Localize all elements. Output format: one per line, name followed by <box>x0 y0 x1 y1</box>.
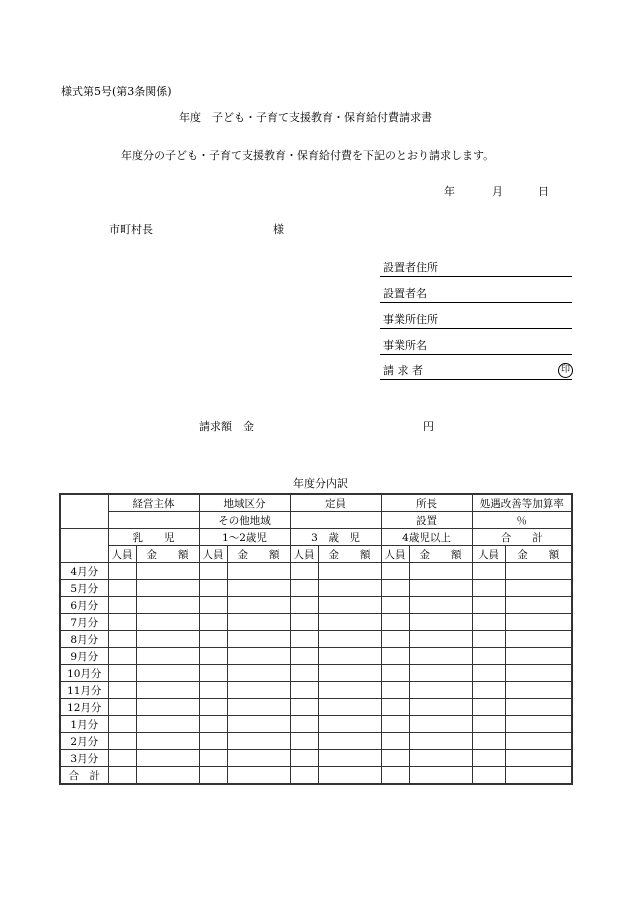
month-rows <box>60 563 572 767</box>
age-group-1-2: 1～2歳児 <box>199 529 290 546</box>
date-year: 年 <box>444 185 455 198</box>
value-improvement-rate[interactable]: ％ <box>472 512 572 529</box>
table-row <box>60 665 572 682</box>
count-cell[interactable] <box>108 563 136 580</box>
amount-cell[interactable] <box>136 631 199 648</box>
seal-mark-icon: 印 <box>558 363 573 378</box>
total-row <box>60 767 572 785</box>
total-cell[interactable] <box>409 767 472 785</box>
month-label: 9月分 <box>60 648 108 665</box>
month-label: 4月分 <box>60 563 108 580</box>
amount-cell[interactable] <box>318 614 381 631</box>
count-cell[interactable] <box>472 665 505 682</box>
header-improvement-rate: 処遇改善等加算率 <box>472 494 572 512</box>
amount-cell[interactable] <box>227 682 290 699</box>
month-label: 2月分 <box>60 733 108 750</box>
count-cell[interactable] <box>108 614 136 631</box>
count-cell[interactable] <box>108 733 136 750</box>
count-cell[interactable] <box>199 631 227 648</box>
count-cell[interactable] <box>381 750 409 767</box>
header-capacity: 定員 <box>290 494 381 512</box>
field-label-office-address: 事業所住所 <box>383 313 438 326</box>
sub-header-count: 人員 <box>108 546 136 563</box>
total-cell[interactable] <box>505 767 572 785</box>
amount-cell[interactable] <box>318 750 381 767</box>
amount-cell[interactable] <box>227 597 290 614</box>
table-row <box>60 597 572 614</box>
table-row <box>60 563 572 580</box>
month-label: 7月分 <box>60 614 108 631</box>
amount-cell[interactable] <box>505 750 572 767</box>
total-cell[interactable] <box>381 767 409 785</box>
count-cell[interactable] <box>290 614 318 631</box>
amount-cell[interactable] <box>318 682 381 699</box>
field-line-office-address[interactable] <box>380 328 572 329</box>
sub-header-row <box>60 546 572 563</box>
amount-cell[interactable] <box>136 614 199 631</box>
table-row <box>60 716 572 733</box>
count-cell[interactable] <box>290 699 318 716</box>
date-month: 月 <box>492 185 503 198</box>
amount-cell[interactable] <box>409 563 472 580</box>
age-group-infant: 乳 児 <box>108 529 199 546</box>
count-cell[interactable] <box>290 563 318 580</box>
corner-cell-2 <box>60 529 108 563</box>
count-cell[interactable] <box>472 682 505 699</box>
age-group-3: 3 歳 児 <box>290 529 381 546</box>
table-row <box>60 682 572 699</box>
amount-cell[interactable] <box>318 716 381 733</box>
info-value-row <box>60 512 572 529</box>
count-cell[interactable] <box>381 716 409 733</box>
table-row <box>60 733 572 750</box>
table-row <box>60 750 572 767</box>
month-label: 11月分 <box>60 682 108 699</box>
value-management[interactable] <box>108 512 199 529</box>
count-cell[interactable] <box>472 614 505 631</box>
sub-header-amount: 金 額 <box>318 546 381 563</box>
count-cell[interactable] <box>472 716 505 733</box>
table-row <box>60 580 572 597</box>
sub-header-count: 人員 <box>472 546 505 563</box>
count-cell[interactable] <box>108 699 136 716</box>
amount-cell[interactable] <box>409 699 472 716</box>
addressee-name: 市町村長 <box>109 223 153 236</box>
month-label: 6月分 <box>60 597 108 614</box>
info-header-row <box>60 494 572 512</box>
age-group-row <box>60 529 572 546</box>
total-label: 合 計 <box>60 767 108 785</box>
count-cell[interactable] <box>290 682 318 699</box>
amount-cell[interactable] <box>136 733 199 750</box>
count-cell[interactable] <box>381 665 409 682</box>
amount-cell[interactable] <box>227 716 290 733</box>
breakdown-table <box>59 493 573 785</box>
amount-cell[interactable] <box>318 597 381 614</box>
field-label-owner-address: 設置者住所 <box>383 261 438 274</box>
count-cell[interactable] <box>381 597 409 614</box>
month-label: 12月分 <box>60 699 108 716</box>
count-cell[interactable] <box>199 733 227 750</box>
amount-cell[interactable] <box>409 597 472 614</box>
header-director: 所長 <box>381 494 472 512</box>
month-label: 8月分 <box>60 631 108 648</box>
total-cell[interactable] <box>227 767 290 785</box>
amount-cell[interactable] <box>505 733 572 750</box>
count-cell[interactable] <box>108 750 136 767</box>
count-cell[interactable] <box>108 631 136 648</box>
count-cell[interactable] <box>472 597 505 614</box>
field-line-owner-address[interactable] <box>380 276 572 277</box>
total-cell[interactable] <box>136 767 199 785</box>
table-row <box>60 631 572 648</box>
count-cell[interactable] <box>199 682 227 699</box>
amount-cell[interactable] <box>409 580 472 597</box>
total-cell[interactable] <box>290 767 318 785</box>
amount-cell[interactable] <box>318 563 381 580</box>
amount-cell[interactable] <box>227 648 290 665</box>
count-cell[interactable] <box>381 614 409 631</box>
sub-header-amount: 金 額 <box>227 546 290 563</box>
amount-cell[interactable] <box>505 716 572 733</box>
count-cell[interactable] <box>199 597 227 614</box>
amount-cell[interactable] <box>136 682 199 699</box>
field-label-owner-name: 設置者名 <box>383 287 427 300</box>
month-label: 3月分 <box>60 750 108 767</box>
month-label: 5月分 <box>60 580 108 597</box>
field-label-claimant: 請 求 者 <box>383 364 423 377</box>
amount-label: 請求額 金 <box>199 420 254 433</box>
count-cell[interactable] <box>199 716 227 733</box>
count-cell[interactable] <box>290 580 318 597</box>
count-cell[interactable] <box>472 699 505 716</box>
amount-cell[interactable] <box>227 614 290 631</box>
count-cell[interactable] <box>108 682 136 699</box>
count-cell[interactable] <box>199 665 227 682</box>
date-day: 日 <box>538 185 549 198</box>
document-title: 年度 子ども・子育て支援教育・保育給付費請求書 <box>179 111 432 124</box>
amount-cell[interactable] <box>505 682 572 699</box>
amount-cell[interactable] <box>136 750 199 767</box>
amount-cell[interactable] <box>409 716 472 733</box>
amount-cell[interactable] <box>318 648 381 665</box>
count-cell[interactable] <box>108 597 136 614</box>
count-cell[interactable] <box>381 648 409 665</box>
total-cell[interactable] <box>318 767 381 785</box>
sub-header-count: 人員 <box>290 546 318 563</box>
amount-cell[interactable] <box>136 699 199 716</box>
count-cell[interactable] <box>472 733 505 750</box>
count-cell[interactable] <box>472 563 505 580</box>
table-row <box>60 614 572 631</box>
field-line-claimant[interactable] <box>380 379 572 380</box>
amount-cell[interactable] <box>505 614 572 631</box>
amount-cell[interactable] <box>227 580 290 597</box>
value-region[interactable]: その他地域 <box>199 512 290 529</box>
count-cell[interactable] <box>108 665 136 682</box>
count-cell[interactable] <box>290 716 318 733</box>
age-group-4-plus: 4歳児以上 <box>381 529 472 546</box>
amount-cell[interactable] <box>227 733 290 750</box>
amount-cell[interactable] <box>409 631 472 648</box>
amount-cell[interactable] <box>227 750 290 767</box>
count-cell[interactable] <box>108 648 136 665</box>
amount-cell[interactable] <box>136 580 199 597</box>
count-cell[interactable] <box>290 631 318 648</box>
amount-cell[interactable] <box>505 648 572 665</box>
count-cell[interactable] <box>290 733 318 750</box>
amount-cell[interactable] <box>409 665 472 682</box>
count-cell[interactable] <box>199 648 227 665</box>
count-cell[interactable] <box>472 631 505 648</box>
sub-header-amount: 金 額 <box>136 546 199 563</box>
amount-cell[interactable] <box>318 631 381 648</box>
amount-cell[interactable] <box>409 648 472 665</box>
sub-header-count: 人員 <box>381 546 409 563</box>
count-cell[interactable] <box>472 750 505 767</box>
amount-cell[interactable] <box>318 699 381 716</box>
amount-cell[interactable] <box>227 563 290 580</box>
amount-unit: 円 <box>423 420 434 433</box>
breakdown-title: 年度分内訳 <box>293 477 348 490</box>
total-cell[interactable] <box>199 767 227 785</box>
value-capacity[interactable] <box>290 512 381 529</box>
field-label-office-name: 事業所名 <box>383 339 427 352</box>
amount-cell[interactable] <box>318 580 381 597</box>
count-cell[interactable] <box>381 563 409 580</box>
count-cell[interactable] <box>108 716 136 733</box>
sub-header-amount: 金 額 <box>505 546 572 563</box>
count-cell[interactable] <box>381 699 409 716</box>
request-statement: 年度分の子ども・子育て支援教育・保育給付費を下記のとおり請求します。 <box>121 149 495 162</box>
count-cell[interactable] <box>381 631 409 648</box>
count-cell[interactable] <box>472 580 505 597</box>
table-row <box>60 699 572 716</box>
table-row <box>60 648 572 665</box>
count-cell[interactable] <box>381 682 409 699</box>
amount-cell[interactable] <box>409 682 472 699</box>
amount-cell[interactable] <box>136 597 199 614</box>
addressee-honorific: 様 <box>273 223 284 236</box>
sub-header-amount: 金 額 <box>409 546 472 563</box>
amount-cell[interactable] <box>227 699 290 716</box>
amount-cell[interactable] <box>318 665 381 682</box>
amount-cell[interactable] <box>505 631 572 648</box>
amount-cell[interactable] <box>409 750 472 767</box>
count-cell[interactable] <box>199 563 227 580</box>
amount-cell[interactable] <box>505 665 572 682</box>
amount-cell[interactable] <box>409 733 472 750</box>
amount-cell[interactable] <box>227 665 290 682</box>
field-line-office-name[interactable] <box>380 354 572 355</box>
form-number: 様式第5号(第3条関係) <box>61 85 172 98</box>
sub-header-count: 人員 <box>199 546 227 563</box>
age-group-total: 合 計 <box>472 529 572 546</box>
count-cell[interactable] <box>290 597 318 614</box>
value-director[interactable]: 設置 <box>381 512 472 529</box>
amount-cell[interactable] <box>318 733 381 750</box>
count-cell[interactable] <box>290 665 318 682</box>
total-cell[interactable] <box>472 767 505 785</box>
count-cell[interactable] <box>381 580 409 597</box>
count-cell[interactable] <box>290 648 318 665</box>
count-cell[interactable] <box>199 699 227 716</box>
count-cell[interactable] <box>108 580 136 597</box>
total-cell[interactable] <box>108 767 136 785</box>
amount-cell[interactable] <box>505 699 572 716</box>
corner-cell <box>60 494 108 529</box>
count-cell[interactable] <box>381 733 409 750</box>
field-line-owner-name[interactable] <box>380 302 572 303</box>
month-label: 10月分 <box>60 665 108 682</box>
count-cell[interactable] <box>472 648 505 665</box>
amount-cell[interactable] <box>136 648 199 665</box>
amount-cell[interactable] <box>505 563 572 580</box>
count-cell[interactable] <box>199 614 227 631</box>
count-cell[interactable] <box>199 580 227 597</box>
amount-cell[interactable] <box>409 614 472 631</box>
amount-cell[interactable] <box>505 580 572 597</box>
amount-cell[interactable] <box>136 716 199 733</box>
count-cell[interactable] <box>290 750 318 767</box>
month-label: 1月分 <box>60 716 108 733</box>
amount-cell[interactable] <box>136 563 199 580</box>
amount-cell[interactable] <box>227 631 290 648</box>
header-management: 経営主体 <box>108 494 199 512</box>
header-region: 地域区分 <box>199 494 290 512</box>
count-cell[interactable] <box>199 750 227 767</box>
amount-cell[interactable] <box>505 597 572 614</box>
amount-cell[interactable] <box>136 665 199 682</box>
